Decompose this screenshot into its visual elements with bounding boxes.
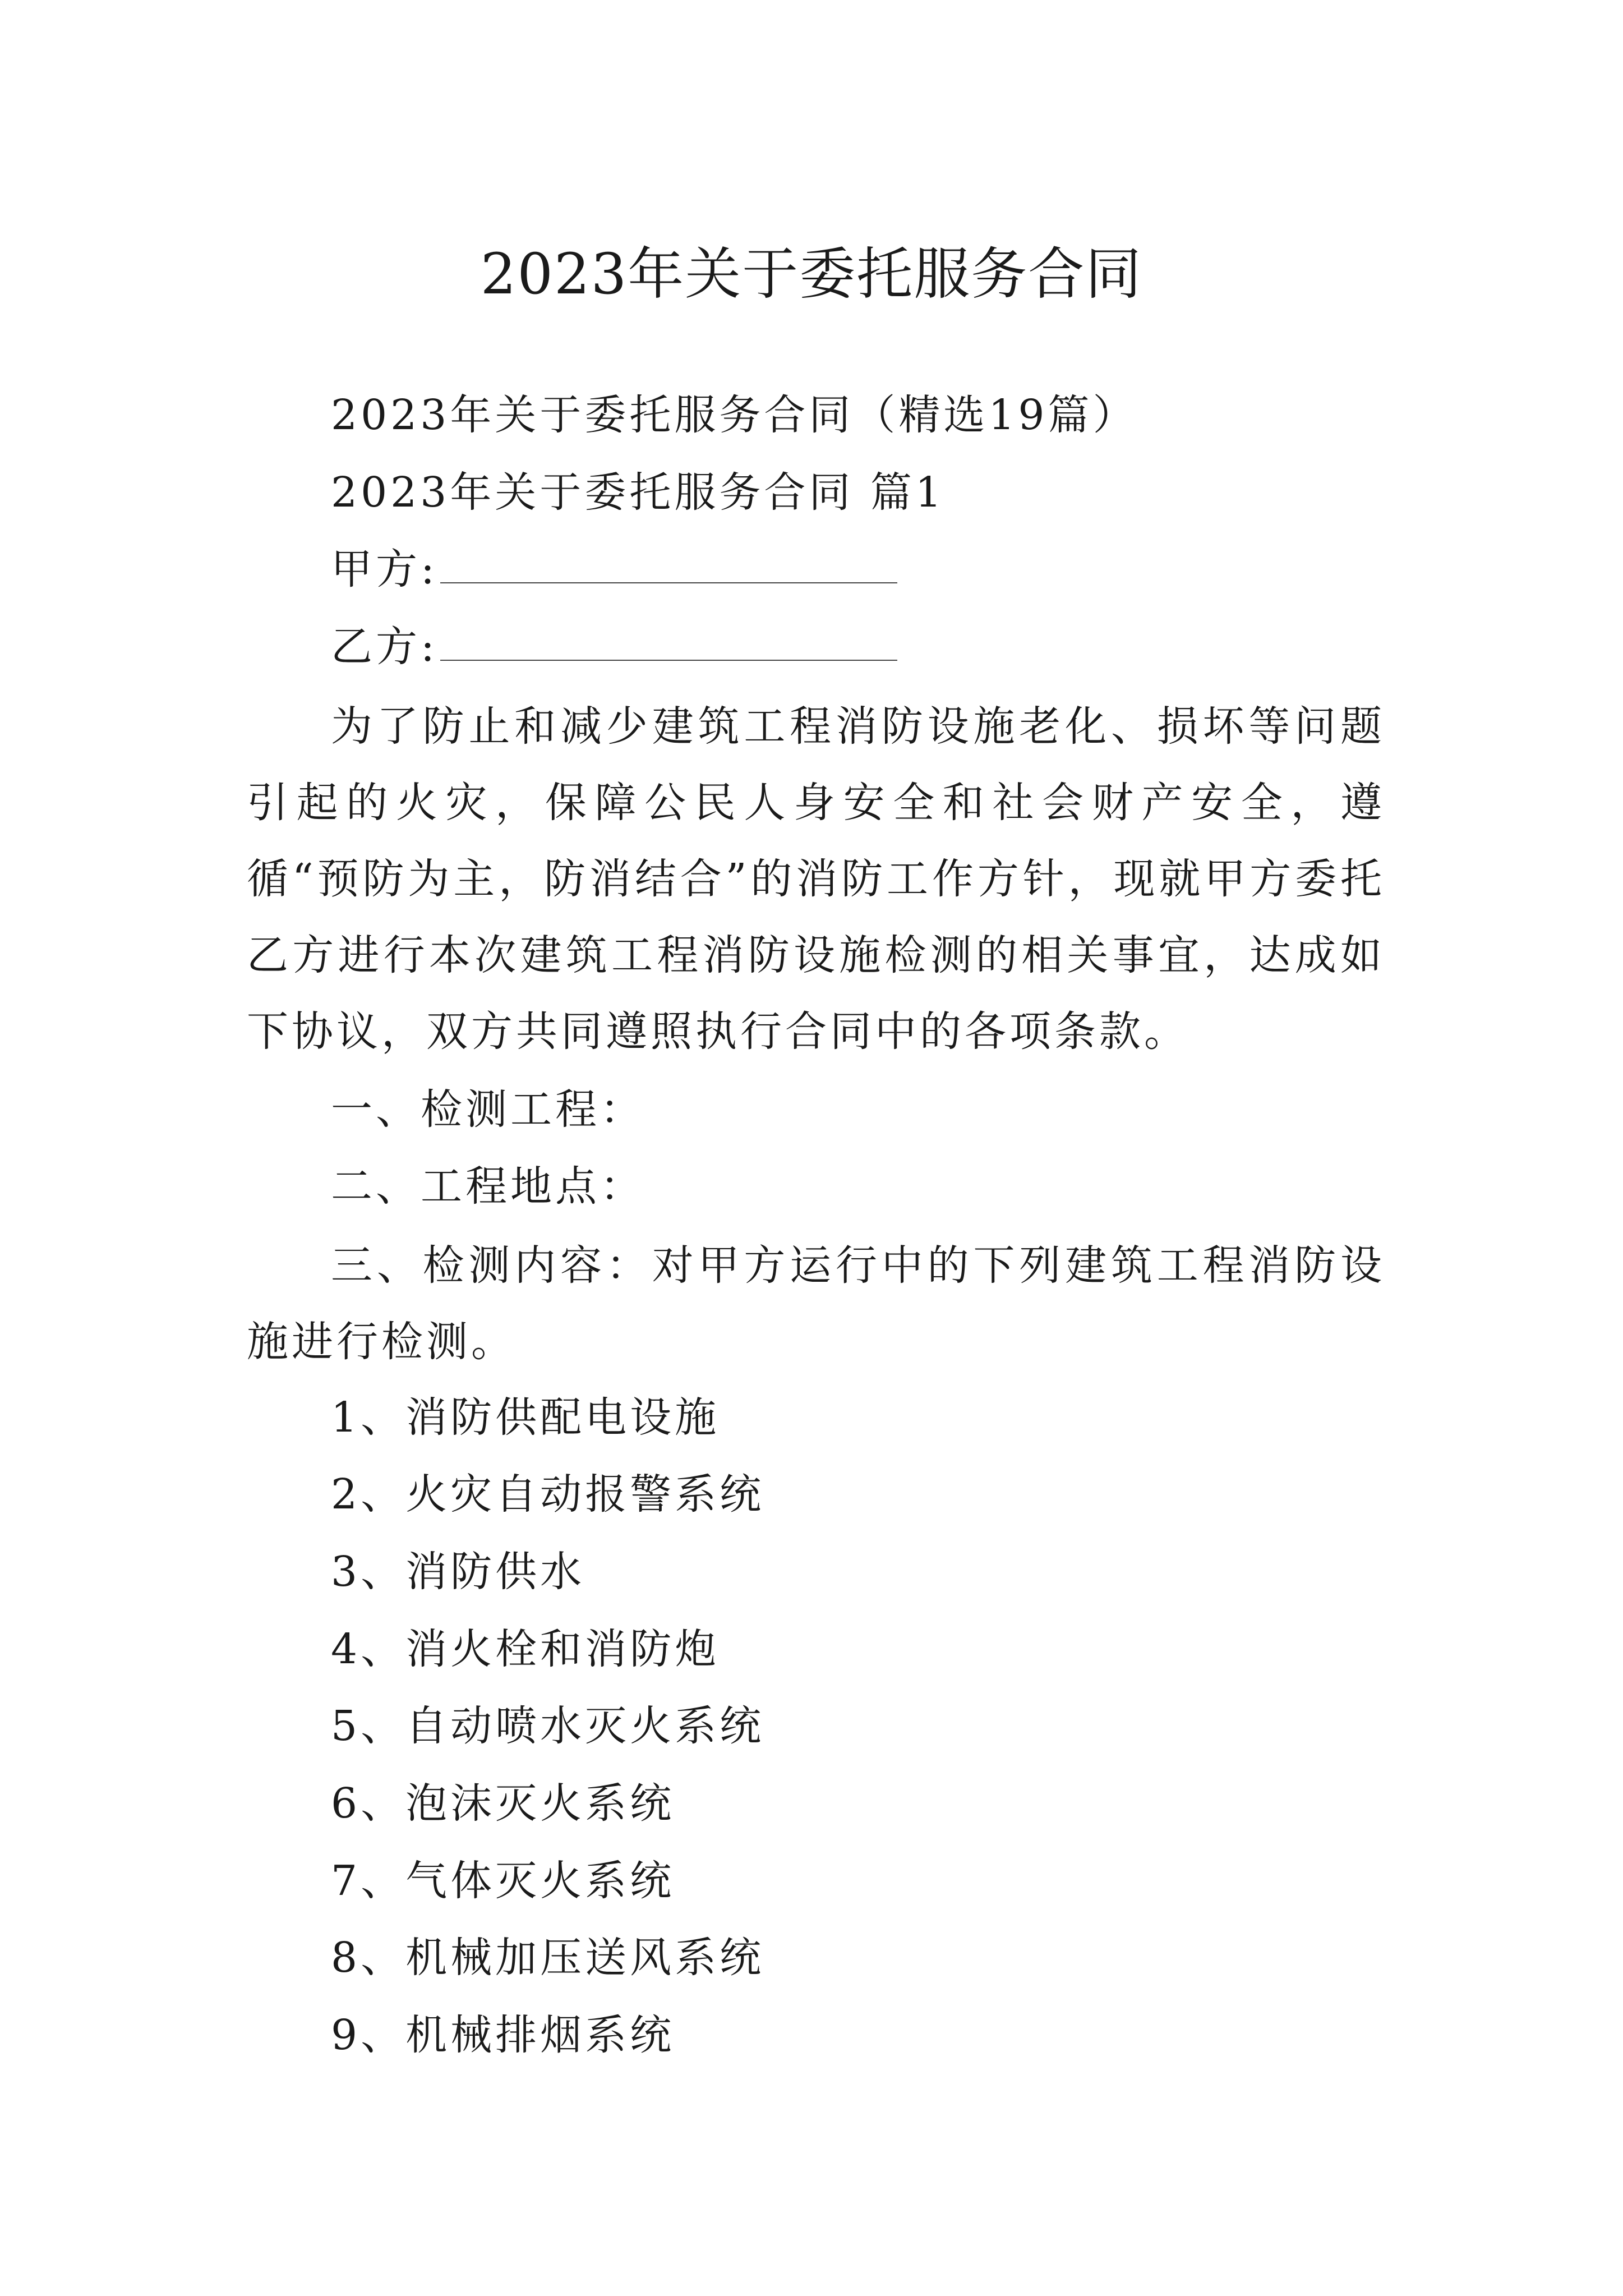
list-item: 8、机械加压送风系统 <box>331 1934 765 1982</box>
list-item: 9、机械排烟系统 <box>331 2011 675 2059</box>
party-b-row <box>331 613 897 680</box>
document-subtitle: 2023年关于委托服务合同（精选19篇） <box>331 391 1138 439</box>
list-item: 6、泡沫灭火系统 <box>331 1779 675 1828</box>
list-item: 7、气体灭火系统 <box>331 1857 675 1905</box>
party-a-row <box>331 536 897 603</box>
list-item: 1、消防供配电设施 <box>331 1393 720 1442</box>
party-b-blank <box>440 626 897 661</box>
party-a-label: 甲方: <box>331 545 438 593</box>
party-b-label: 乙方: <box>331 623 438 671</box>
intro-paragraph: 为了防止和减少建筑工程消防设施老化、损坏等问题引起的火灾，保障公民人身安全和社会财产安全，遵循“预防为主，防消结合”的消防工作方针，现就甲方委托乙方进行本次建筑工程消防设施检测的相关事宜，达成如下协议，双方共同遵照执行合同中的各项条款。 <box>247 702 1385 1056</box>
clause-3: 三、检测内容：对甲方运行中的下列建筑工程消防设施进行检测。 <box>247 1241 1385 1366</box>
list-item: 5、自动喷水灭火系统 <box>331 1702 765 1750</box>
party-a-blank <box>440 549 897 583</box>
clause-1: 一、检测工程： <box>331 1085 645 1134</box>
clause-2: 二、工程地点： <box>331 1162 645 1211</box>
list-item: 4、消火栓和消防炮 <box>331 1625 720 1673</box>
list-item: 2、火灾自动报警系统 <box>331 1470 765 1519</box>
section-heading: 2023年关于委托服务合同 篇1 <box>331 468 945 517</box>
document-title: 2023年关于委托服务合同 <box>480 241 1143 307</box>
list-item: 3、消防供水 <box>331 1548 585 1596</box>
